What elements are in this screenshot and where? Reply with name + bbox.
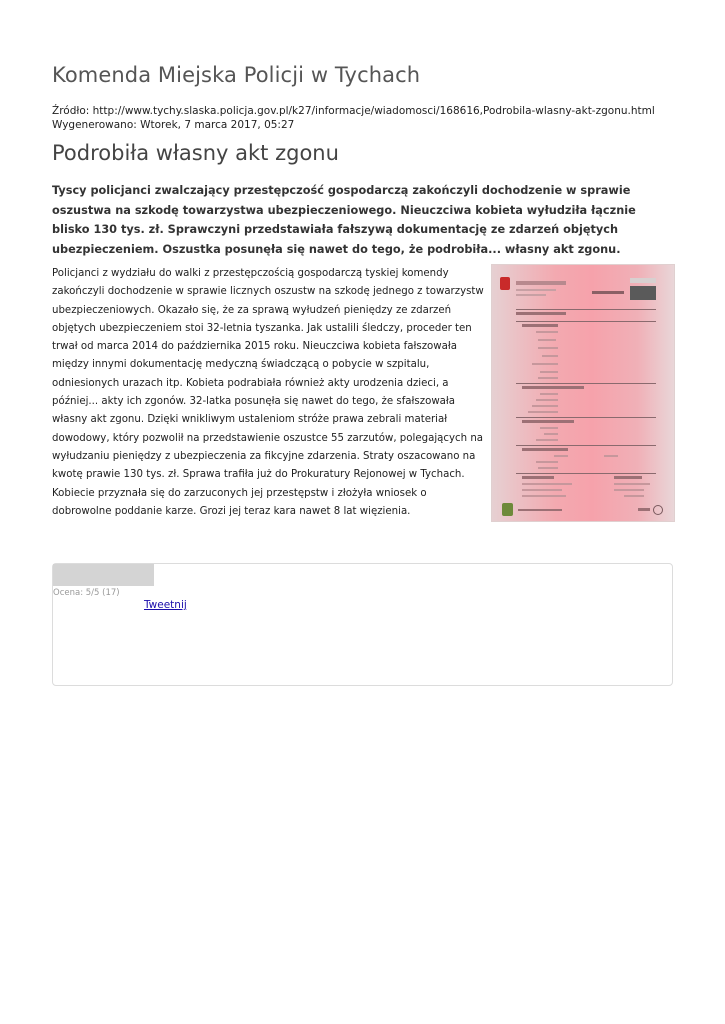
- death-certificate-image: [491, 264, 675, 522]
- rating-bar[interactable]: [53, 564, 154, 586]
- site-title: Komenda Miejska Policji w Tychach: [52, 63, 421, 87]
- rating-box: [52, 563, 673, 686]
- article-title: Podrobiła własny akt zgonu: [52, 141, 339, 165]
- tweet-link[interactable]: Tweetnij: [144, 599, 187, 611]
- stamp-icon: [502, 503, 513, 516]
- polish-eagle-emblem: [500, 277, 510, 290]
- source-line: Źródło: http://www.tychy.slaska.policja.gov.pl/k27/informacje/wiadomosci/168616,Podrobila-wlasny-akt-zgonu.html: [52, 105, 655, 117]
- article-body: Policjanci z wydziału do walki z przestępczością gospodarczą tyskiej komendy zakończyli dochodzenie w sprawie licznych oszustw na szkodę jednego z towarzystw ubezpieczeniowych. Okazało się, że za sprawą wyłudzeń pieniędzy ze zdarzeń objętych ubezpieczeniem stoi 32-letnia tyszanka. Jak ustalili śledczy, proceder ten trwał od marca 2014 do października 2015 roku. Nieuczciwa kobieta fałszowała między innymi dokumentację medyczną świadczącą o pobycie w szpitalu, odniesionych urazach itp. Kobieta podrabiała również akty urodzenia dzieci, a później... akty ich zgonów. 32-latka posunęła się nawet do tego, że sfałszowała własny akt zgonu. Dzięki wnikliwym ustaleniom stróże prawa zebrali materiał dowodowy, który pozwolił na przedstawienie oszustce 55 zarzutów, polegających na wyłudzaniu pieniędzy z ubezpieczenia za fikcyjne zdarzenia. Straty oszacowano na kwotę prawie 130 tys. zł. Sprawa trafiła już do Prokuratury Rejonowej w Tychach. Kobiecie przyznała się do zarzuconych jej przestępstw i złożyła wniosek o dobrowolne poddanie karze. Grozi jej teraz kara nawet 8 lat więzienia.: [52, 268, 484, 517]
- meta-info: [52, 104, 655, 132]
- rating-text: Ocena: 5/5 (17): [53, 588, 120, 598]
- article-lead: Tyscy policjanci zwalczający przestępczość gospodarczą zakończyli dochodzenie w sprawie oszustwa na szkodę towarzystwa ubezpieczeniowego. Nieuczciwa kobieta wyłudziła łącznie blisko 130 tys. zł. Sprawczyni przedstawiała fałszywą dokumentację ze zdarzeń objętych ubezpieczeniem. Oszustka posunęła się nawet do tego, że podrobiła... własny akt zgonu.: [52, 184, 636, 256]
- generated-line: Wygenerowano: Wtorek, 7 marca 2017, 05:27: [52, 119, 295, 131]
